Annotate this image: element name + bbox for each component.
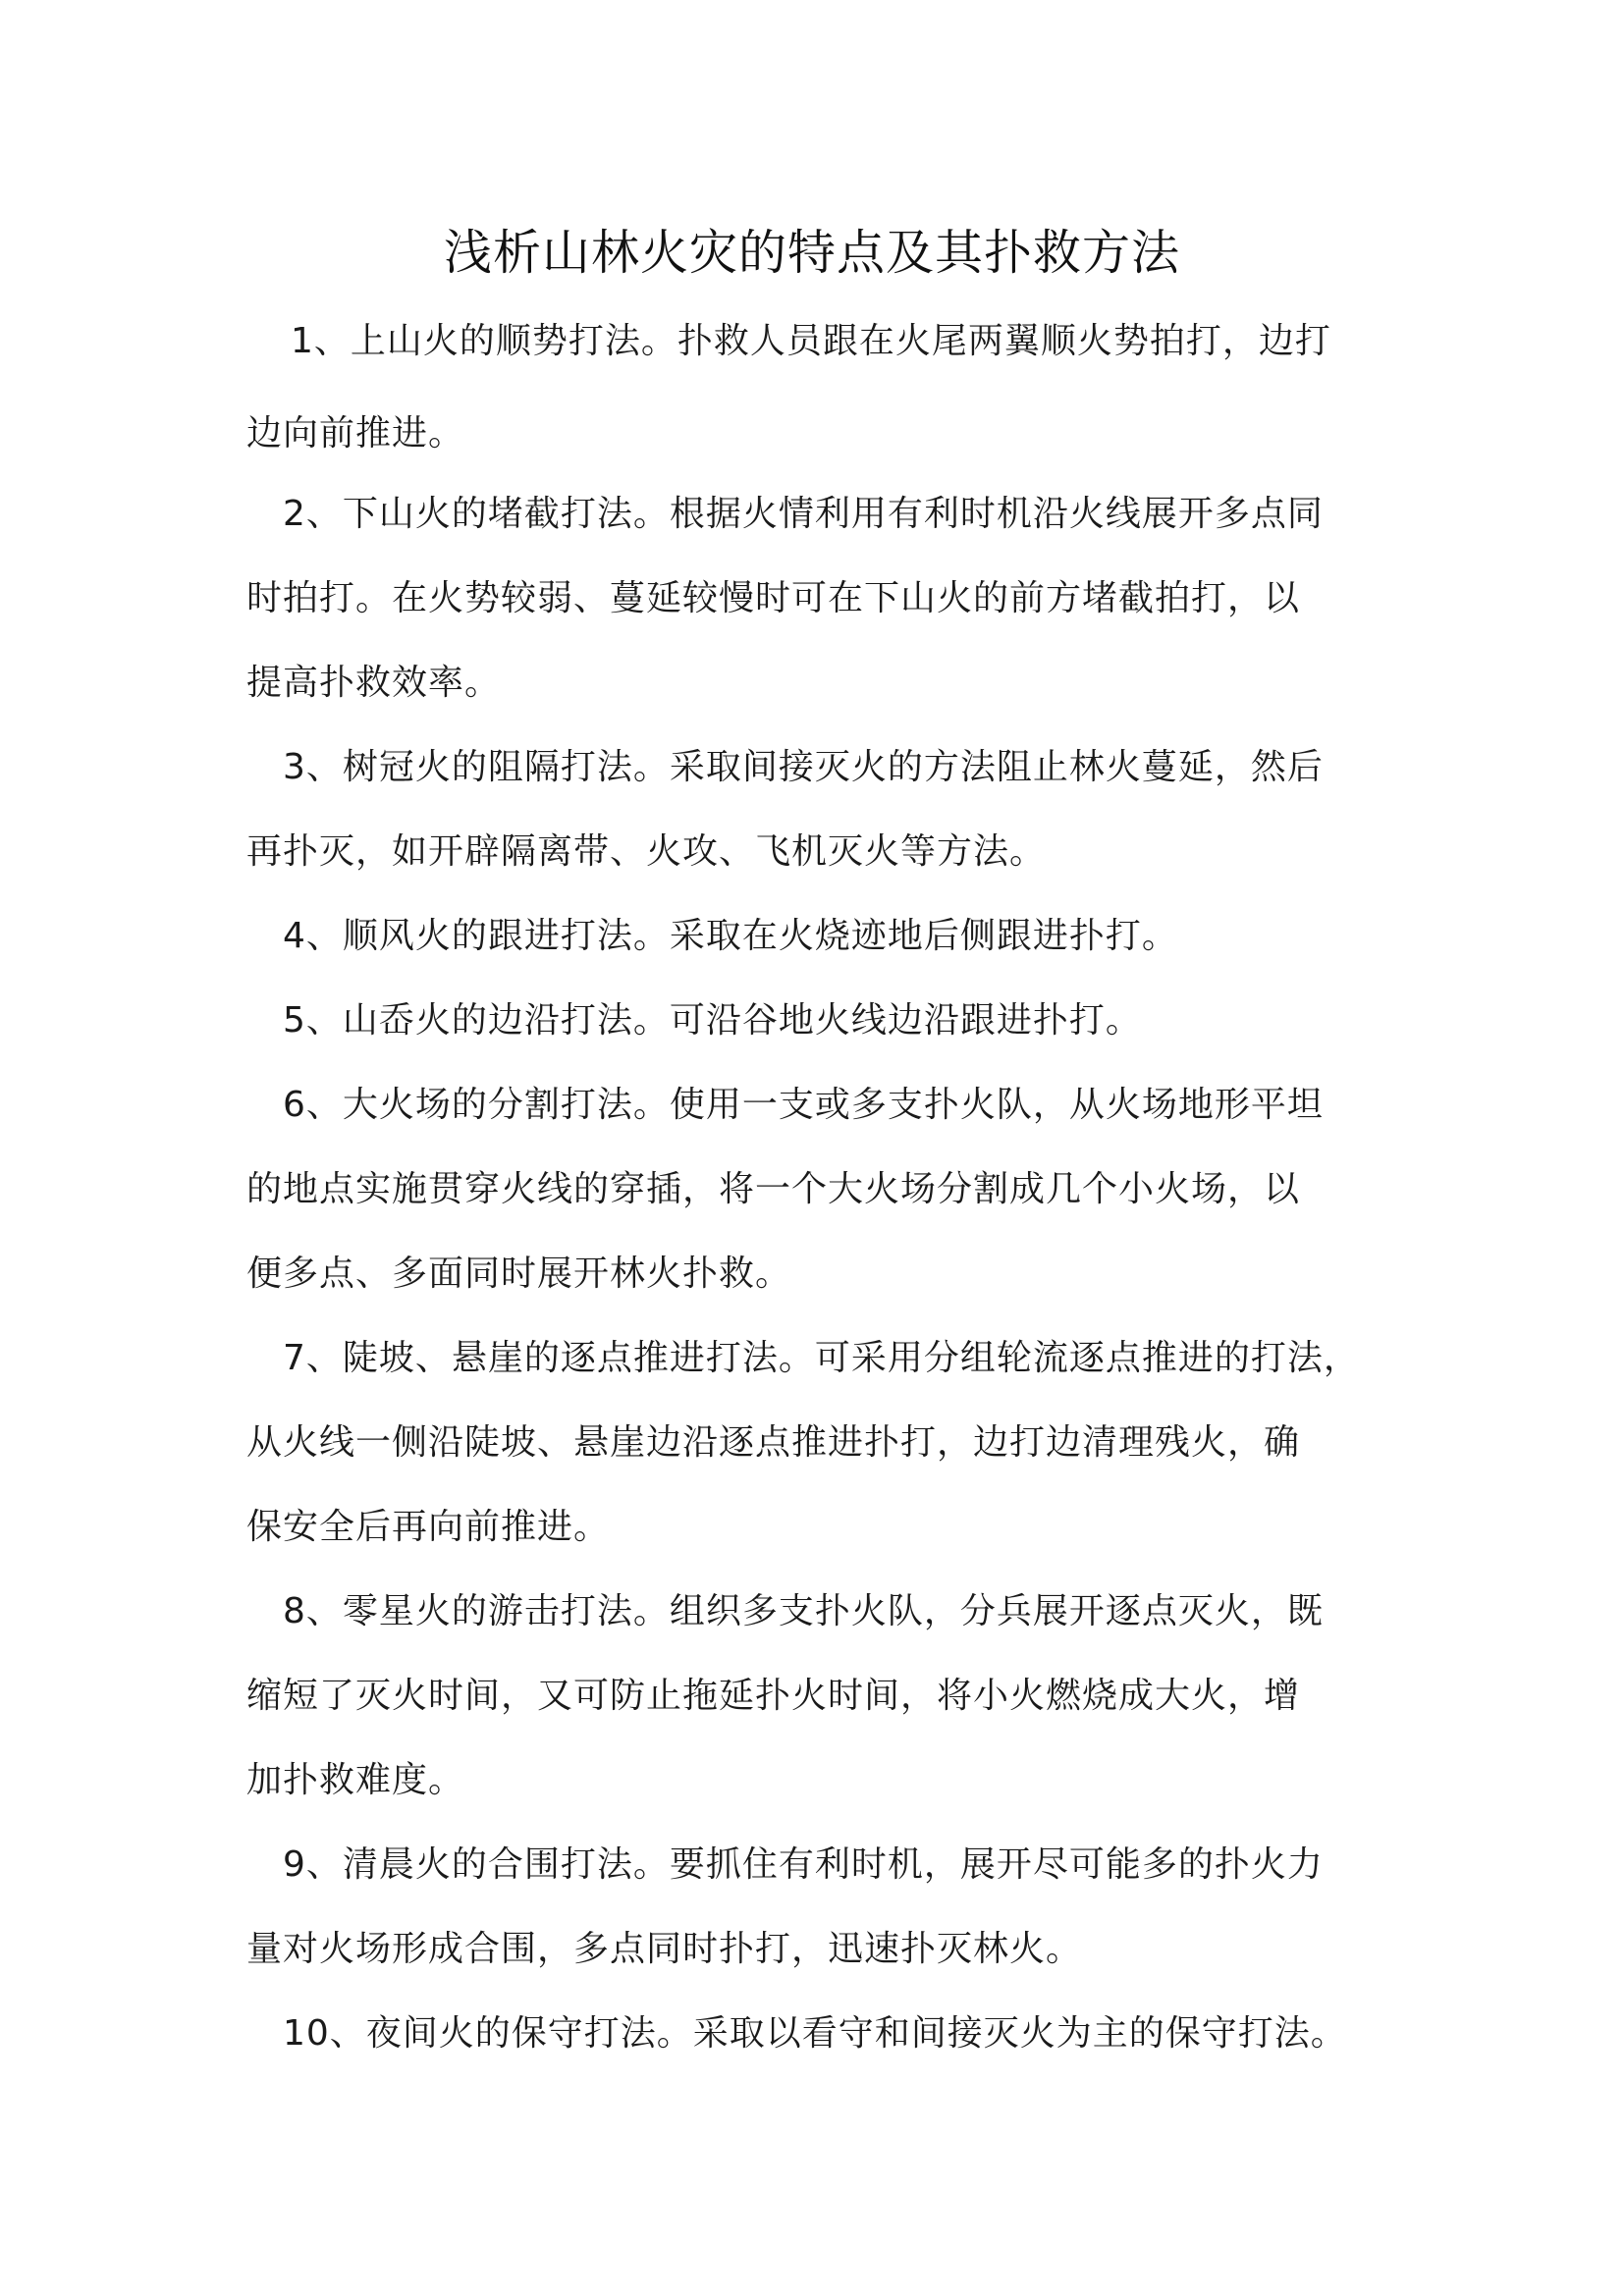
paragraph-8-line-2: 缩短了灭火时间，又可防止拖延扑火时间，将小火燃烧成大火，增: [246, 1676, 1301, 1716]
paragraph-10-line-1: 10、夜间火的保守打法。采取以看守和间接灭火为主的保守打法。: [283, 2013, 1347, 2054]
paragraph-8-line-3: 加扑救难度。: [246, 1760, 465, 1800]
paragraph-7-line-2: 从火线一侧沿陡坡、悬崖边沿逐点推进扑打，边打边清理残火，确: [246, 1422, 1301, 1463]
paragraph-2-line-2: 时拍打。在火势较弱、蔓延较慢时可在下山火的前方堵截拍打，以: [246, 578, 1301, 618]
paragraph-7-line-3: 保安全后再向前推进。: [246, 1507, 611, 1547]
paragraph-6-line-1: 6、大火场的分割打法。使用一支或多支扑火队，从火场地形平坦: [283, 1085, 1324, 1125]
paragraph-3-line-1: 3、树冠火的阻隔打法。采取间接灭火的方法阻止林火蔓延，然后: [283, 747, 1324, 787]
paragraph-3-line-2: 再扑灭，如开辟隔离带、火攻、飞机灭火等方法。: [246, 831, 1047, 872]
paragraph-9-line-1: 9、清晨火的合围打法。要抓住有利时机，展开尽可能多的扑火力: [283, 1844, 1324, 1885]
paragraph-2-line-3: 提高扑救效率。: [246, 663, 502, 703]
paragraph-1-line-2: 边向前推进。: [246, 413, 465, 454]
paragraph-9-line-2: 量对火场形成合围，多点同时扑打，迅速扑灭林火。: [246, 1929, 1083, 1969]
page-title: 浅析山林火灾的特点及其扑救方法: [443, 225, 1180, 281]
paragraph-8-line-1: 8、零星火的游击打法。组织多支扑火队，分兵展开逐点灭火，既: [283, 1591, 1324, 1631]
paragraph-7-line-1: 7、陡坡、悬崖的逐点推进打法。可采用分组轮流逐点推进的打法，: [283, 1338, 1360, 1378]
paragraph-6-line-2: 的地点实施贯穿火线的穿插，将一个大火场分割成几个小火场，以: [246, 1169, 1301, 1209]
paragraph-1-line-1: 1、上山火的顺势打法。扑救人员跟在火尾两翼顺火势拍打，边打: [291, 321, 1331, 361]
paragraph-6-line-3: 便多点、多面同时展开林火扑救。: [246, 1254, 792, 1294]
paragraph-2-line-1: 2、下山火的堵截打法。根据火情利用有利时机沿火线展开多点同: [283, 494, 1324, 534]
paragraph-4-line-1: 4、顺风火的跟进打法。采取在火烧迹地后侧跟进扑打。: [283, 916, 1178, 956]
paragraph-5-line-1: 5、山岙火的边沿打法。可沿谷地火线边沿跟进扑打。: [283, 1000, 1142, 1041]
